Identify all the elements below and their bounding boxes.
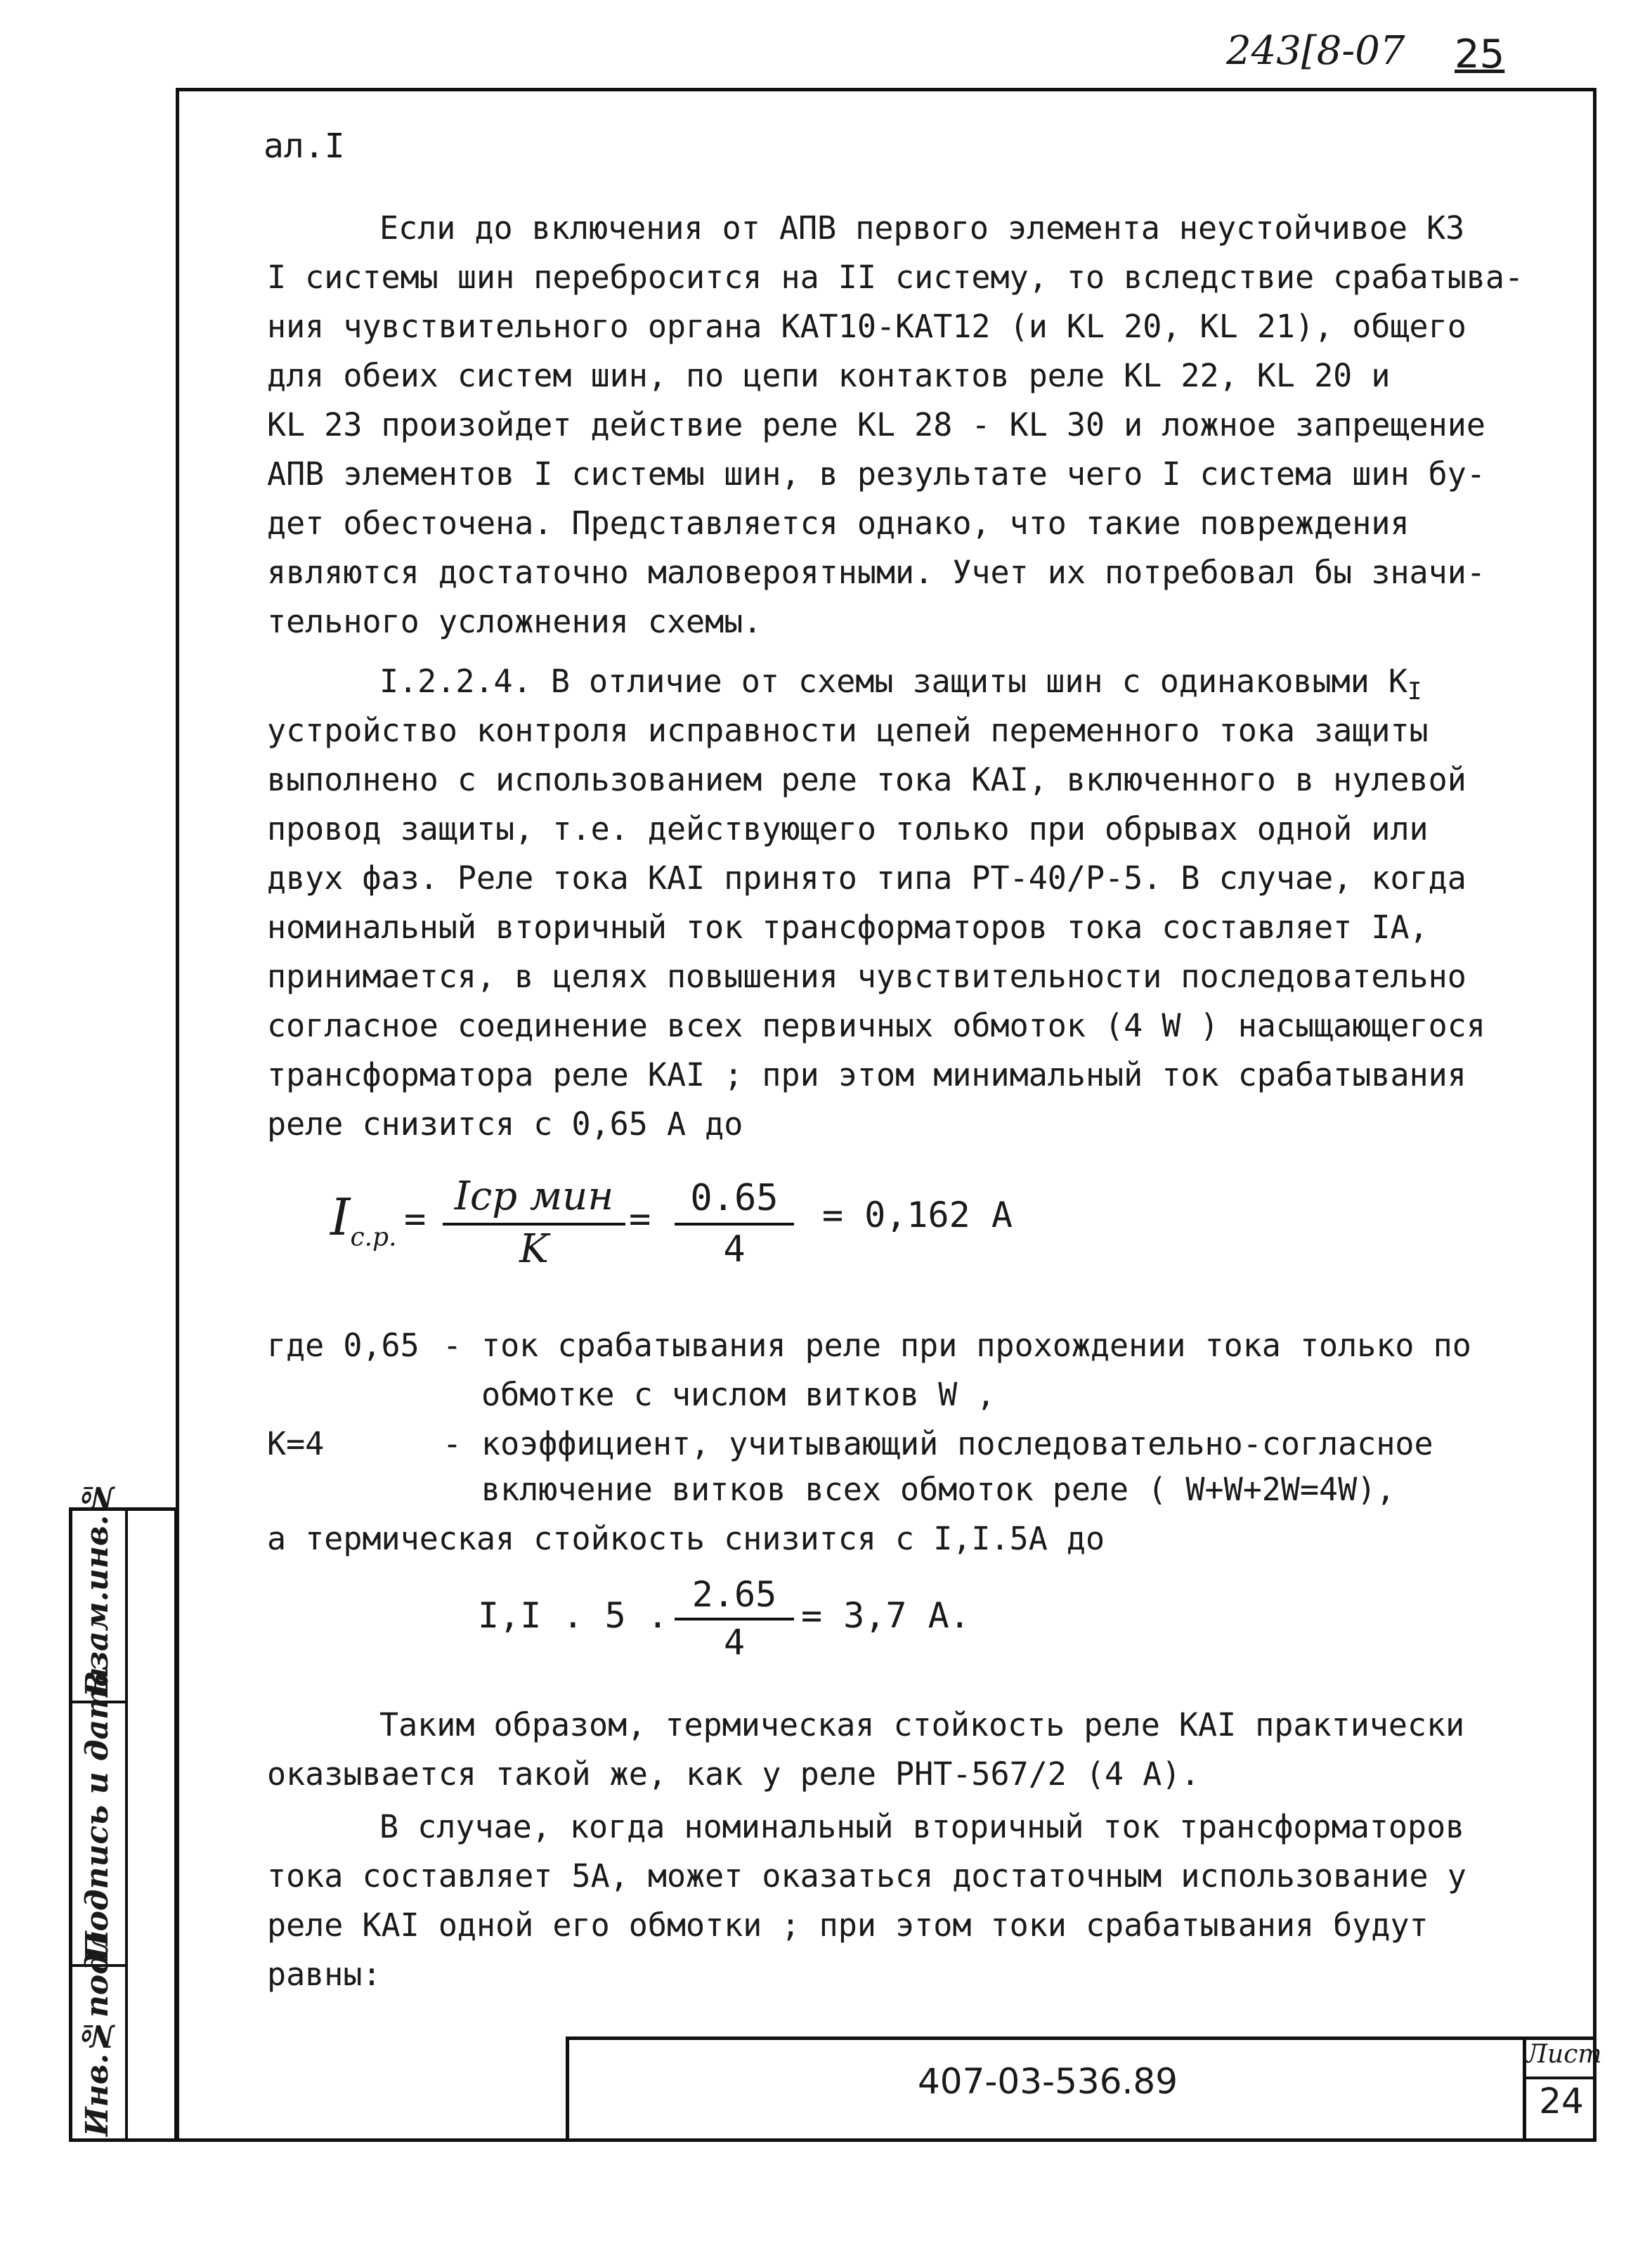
- paragraph-2-lead: I.2.2.4. В отличие от схемы защиты шин с одинаковыми К: [379, 663, 1407, 700]
- formula-1-lhs-subscript: с.р.: [350, 1223, 397, 1252]
- sheet-number: 24: [1539, 2081, 1584, 2122]
- text-line: Таким образом, термическая стойкость реле КАI практически: [379, 1706, 1465, 1743]
- text-line: двух фаз. Реле тока КАI принято типа РТ-40/Р-5. В случае, когда: [267, 859, 1466, 897]
- text-line: KL 23 произойдет действие реле KL 28 - KL 30 и ложное запрещение: [267, 406, 1485, 443]
- definition-term: K=4: [267, 1425, 325, 1462]
- k-subscript: I: [1407, 677, 1422, 706]
- sheet-label: Лист: [1526, 2040, 1596, 2079]
- text-line: реле снизится с 0,65 А до: [267, 1105, 743, 1143]
- text-line: дет обесточена. Представляется однако, что такие повреждения: [267, 505, 1410, 542]
- text-line: I системы шин перебросится на II систему, то вследствие срабатыва-: [267, 259, 1524, 296]
- formula-2-numerator: 2.65: [691, 1574, 777, 1615]
- text-line: выполнено с использованием реле тока КАI, включенного в нулевой: [267, 761, 1466, 798]
- thermal-line: а термическая стойкость снизится с I,I.5А до: [267, 1520, 1105, 1557]
- text-line: являются достаточно маловероятными. Учет их потребовал бы значи-: [267, 554, 1485, 591]
- formula-2-bar: [675, 1618, 794, 1620]
- formula-1-lhs: $I_{с.р.}$: [330, 1188, 397, 1252]
- fraction-2-denominator: 4: [723, 1228, 746, 1271]
- text-line: устройство контроля исправности цепей переменного тока защиты: [267, 712, 1429, 749]
- text-line: равны:: [267, 1956, 382, 1993]
- doc-ref-handwritten: 243[8-07: [1226, 28, 1405, 74]
- fraction-2-bar: [675, 1223, 794, 1226]
- title-block: [566, 2036, 1602, 2142]
- text-line: ния чувствительного органа КАТ10-КАТ12 (и KL 20, KL 21), общего: [267, 308, 1466, 345]
- formula-2-left: I,I . 5 .: [478, 1595, 668, 1636]
- fraction-1-numerator: Iср мин: [454, 1174, 614, 1219]
- definition-dash: -: [443, 1327, 462, 1364]
- definition-text: ток срабатывания реле при прохождении тока только по: [481, 1327, 1471, 1364]
- definition-term: где 0,65: [267, 1327, 419, 1364]
- formula-1-result: = 0,162 А: [822, 1195, 1013, 1235]
- equals-sign: =: [629, 1198, 651, 1240]
- text-line: согласное соединение всех первичных обмоток (4 W ) насыщающегося: [267, 1007, 1485, 1044]
- fraction-2-numerator: 0.65: [690, 1177, 779, 1219]
- text-line: тельного усложнения схемы.: [267, 603, 762, 640]
- stamp-replacement-inventory: Взам.инв.№: [79, 1479, 115, 1697]
- text-line: оказывается такой же, как у реле РНТ-567/2 (4 А).: [267, 1755, 1200, 1793]
- formula-2-result: = 3,7 А.: [801, 1595, 970, 1636]
- text-line: принимается, в целях повышения чувствительности последовательно: [267, 958, 1466, 995]
- fraction-1-denominator: K: [519, 1226, 549, 1272]
- stamp-inventory-number: Инв.№подл: [79, 1930, 115, 2136]
- fraction-1-bar: [443, 1223, 625, 1226]
- doc-code: 407-03-536.89: [917, 2061, 1178, 2102]
- text-line: Если до включения от АПВ первого элемента неустойчивое КЗ: [379, 209, 1465, 247]
- equals-sign: =: [404, 1198, 427, 1240]
- text-line: провод защиты, т.е. действующего только при обрывах одной или: [267, 810, 1429, 847]
- definition-text: включение витков всех обмоток реле ( W+W+2W=4W),: [481, 1471, 1396, 1508]
- sheet-box: [1523, 2040, 1602, 2142]
- text-line: В случае, когда номинальный вторичный ток трансформаторов: [379, 1808, 1465, 1845]
- definition-text: коэффициент, учитывающий последовательно-согласное: [481, 1425, 1433, 1462]
- formula-2-denominator: 4: [723, 1622, 746, 1663]
- definition-dash: -: [443, 1425, 462, 1462]
- stamp-signature-date: Подпись и дата: [79, 1666, 115, 1961]
- text-line: АПВ элементов I системы шин, в результате чего I система шин бу-: [267, 455, 1485, 493]
- page-number: 25: [1455, 32, 1505, 77]
- text-line: для обеих систем шин, по цепи контактов реле KL 22, KL 20 и: [267, 357, 1391, 394]
- text-line: тока составляет 5А, может оказаться достаточным использование у: [267, 1857, 1466, 1895]
- text-line: реле КАI одной его обмотки ; при этом токи срабатывания будут: [267, 1906, 1429, 1944]
- side-stamp: [69, 1479, 178, 2142]
- continuation-label: ал.I: [264, 126, 345, 166]
- definition-text: обмотке с числом витков W ,: [481, 1376, 996, 1413]
- text-line: трансформатора реле КАI ; при этом минимальный ток срабатывания: [267, 1056, 1466, 1093]
- text-line: номинальный вторичный ток трансформаторов тока составляет IА,: [267, 909, 1429, 946]
